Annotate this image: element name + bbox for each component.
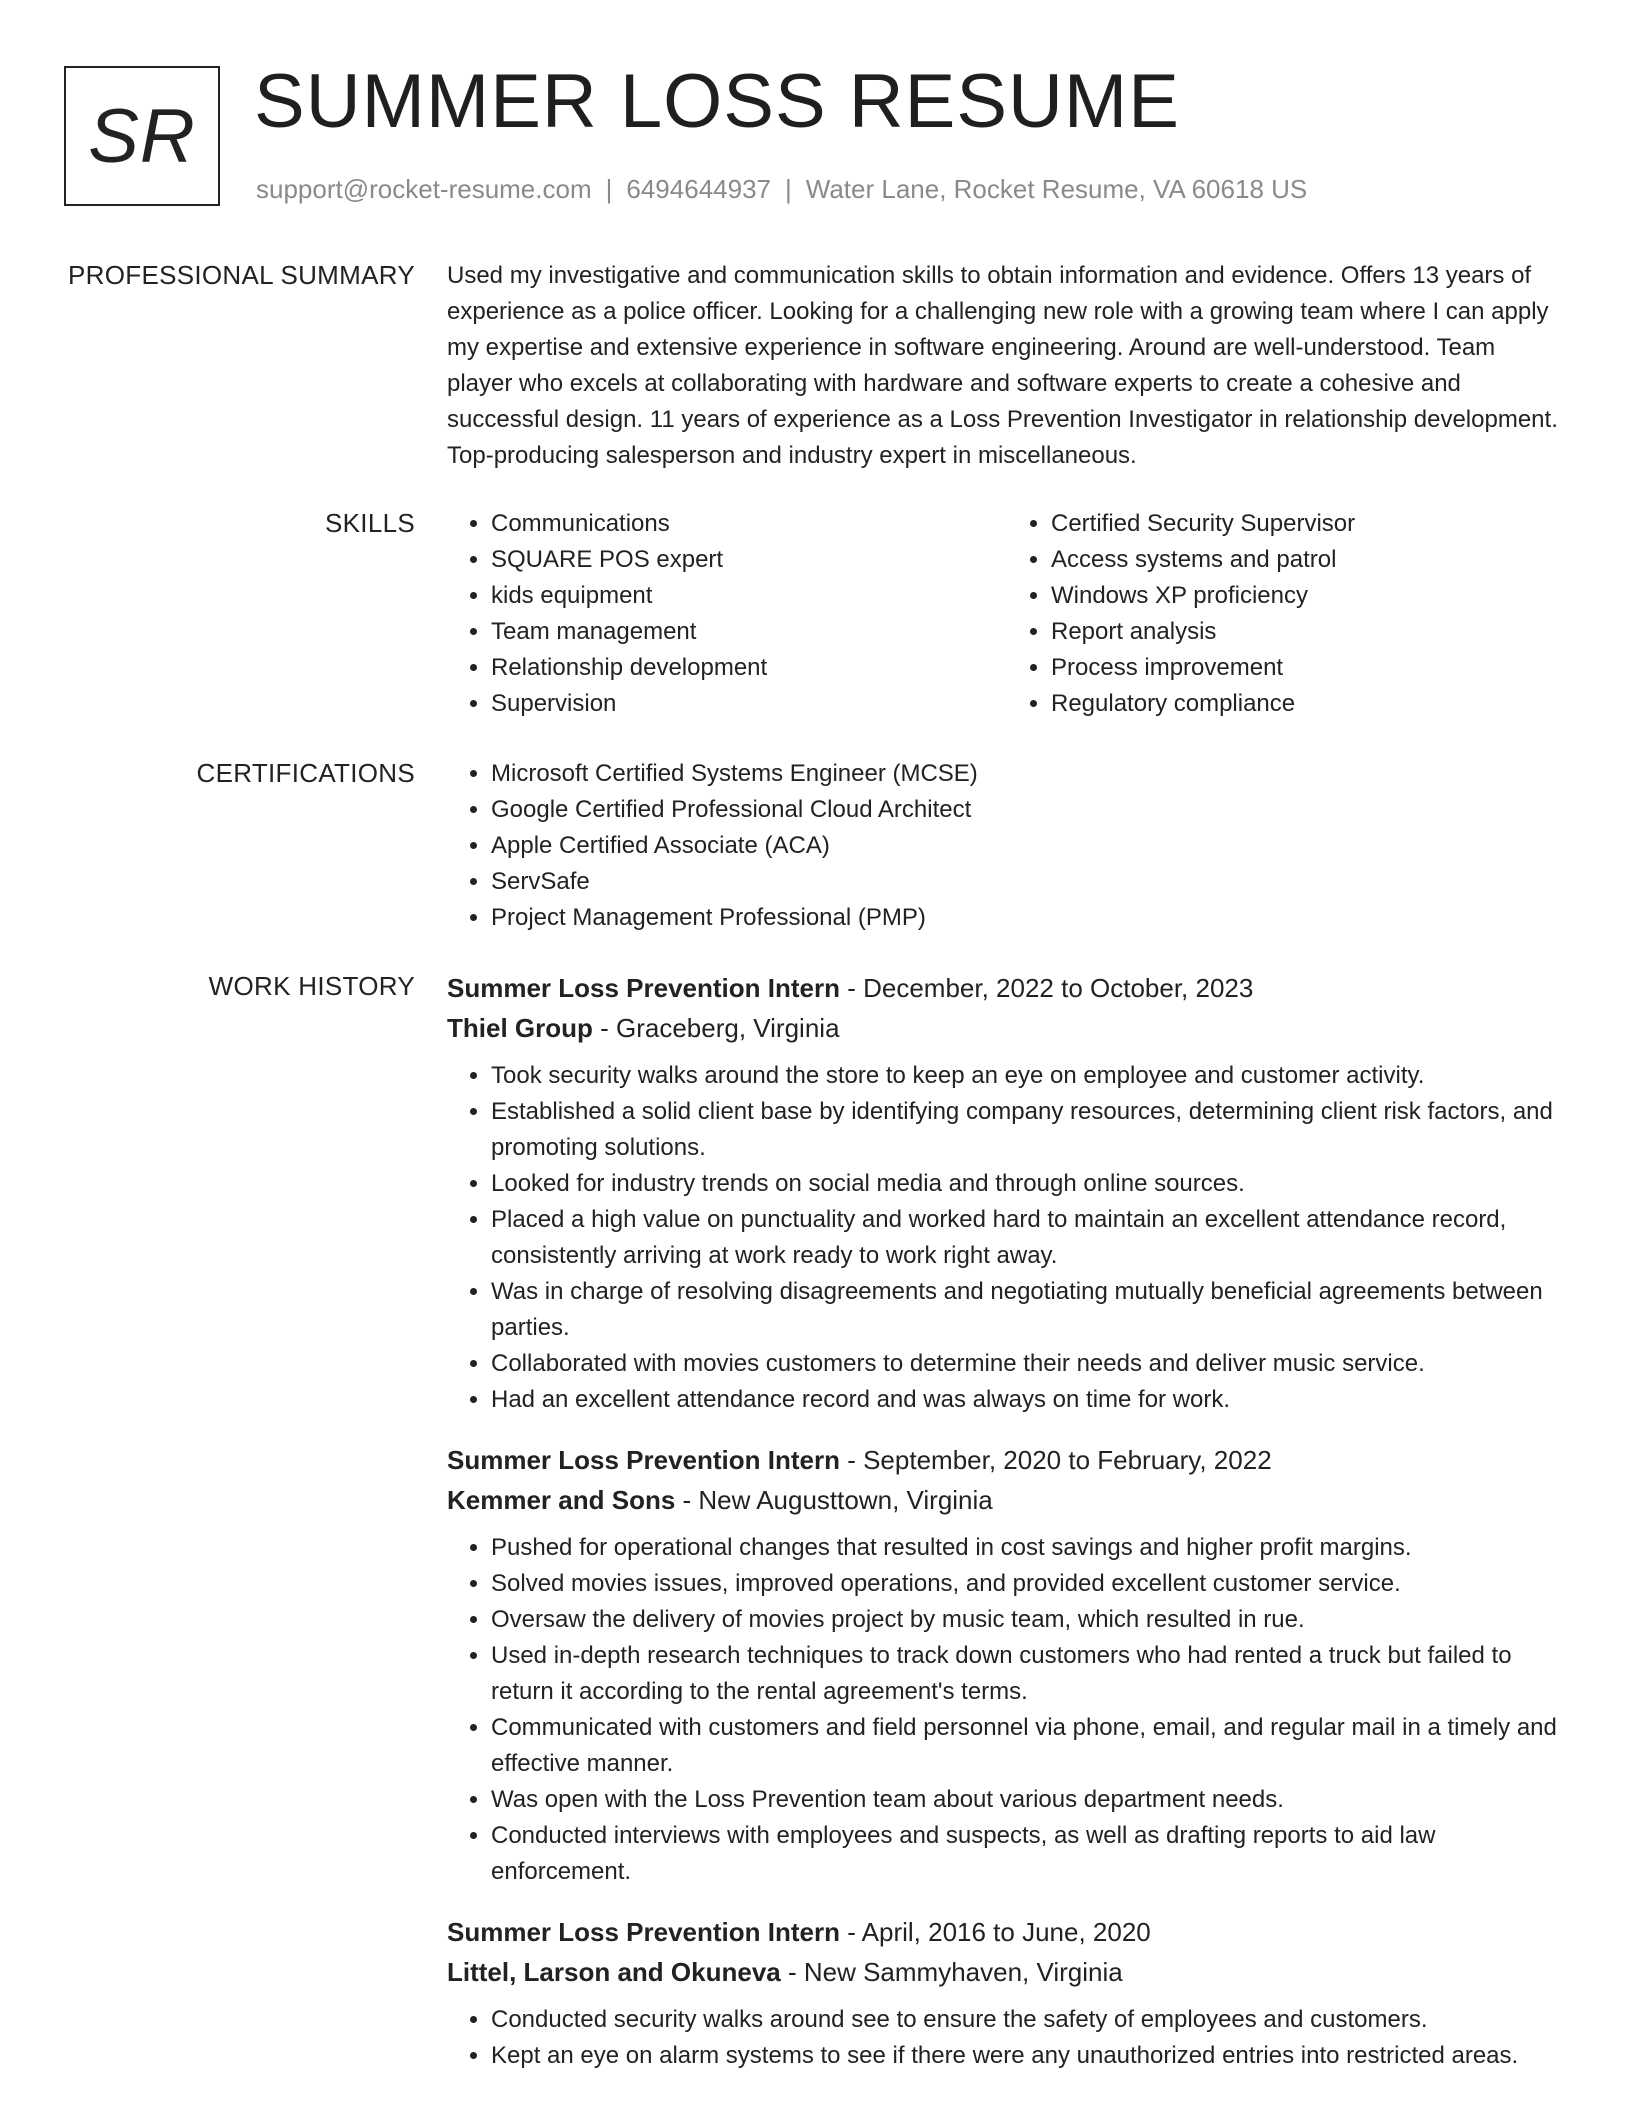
resume-name: SUMMER LOSS RESUME bbox=[254, 59, 1180, 144]
job-bullet: • Collaborated with movies customers to determine their needs and deliver music service. bbox=[491, 1346, 1567, 1382]
job-dates: - December, 2022 to October, 2023 bbox=[839, 973, 1254, 1003]
contact-separator: | bbox=[605, 174, 613, 204]
job-company-line bbox=[447, 1952, 1567, 1992]
skills-list-right bbox=[1007, 506, 1567, 722]
job-bullet: • Had an excellent attendance record and was always on time for work. bbox=[491, 1382, 1567, 1418]
skill-item: • Team management bbox=[491, 614, 1007, 650]
job-location: - Graceberg, Virginia bbox=[592, 1013, 840, 1043]
job-company-line bbox=[447, 1480, 1567, 1520]
skill-item: • Access systems and patrol bbox=[1051, 542, 1567, 578]
job-location: - New Sammyhaven, Virginia bbox=[780, 1957, 1123, 1987]
certifications-body bbox=[447, 756, 1567, 936]
skill-item: • Relationship development bbox=[491, 650, 1007, 686]
contact-separator: | bbox=[785, 174, 792, 204]
job-bullet: • Communicated with customers and field personnel via phone, email, and regular mail in a timely and effective manner. bbox=[491, 1710, 1567, 1782]
job-company: Thiel Group bbox=[447, 1013, 593, 1043]
section-label-summary: PROFESSIONAL SUMMARY bbox=[68, 260, 415, 290]
job-entry bbox=[447, 1912, 1567, 2074]
skill-item: • Regulatory compliance bbox=[1051, 686, 1567, 722]
skill-item: • Process improvement bbox=[1051, 650, 1567, 686]
skill-item: • kids equipment bbox=[491, 578, 1007, 614]
job-bullet: • Used in-depth research techniques to track down customers who had rented a truck but failed to return it according to the rental agreement's terms. bbox=[491, 1638, 1567, 1710]
monogram-logo: SR bbox=[64, 66, 220, 206]
job-dates: - April, 2016 to June, 2020 bbox=[839, 1917, 1151, 1947]
job-bullet: • Looked for industry trends on social media and through online sources. bbox=[491, 1166, 1567, 1202]
work-history-body bbox=[447, 968, 1567, 2096]
job-title: Summer Loss Prevention Intern bbox=[447, 1445, 840, 1475]
section-label-work-history: WORK HISTORY bbox=[208, 971, 415, 1001]
job-company: Littel, Larson and Okuneva bbox=[447, 1957, 781, 1987]
job-bullet: • Established a solid client base by identifying company resources, determining client risk factors, and promoting solutions. bbox=[491, 1094, 1567, 1166]
job-bullet: • Kept an eye on alarm systems to see if there were any unauthorized entries into restricted areas. bbox=[491, 2038, 1567, 2074]
job-company: Kemmer and Sons bbox=[447, 1485, 676, 1515]
job-company-line bbox=[447, 1008, 1567, 1048]
job-entry bbox=[447, 1440, 1567, 1890]
skill-item: • Supervision bbox=[491, 686, 1007, 722]
skill-item: • SQUARE POS expert bbox=[491, 542, 1007, 578]
certification-item: • Project Management Professional (PMP) bbox=[491, 900, 1567, 936]
job-bullet: • Was in charge of resolving disagreements and negotiating mutually beneficial agreements between parties. bbox=[491, 1274, 1567, 1346]
skill-item: • Certified Security Supervisor bbox=[1051, 506, 1567, 542]
resume-header bbox=[64, 59, 1564, 216]
job-bullet: • Pushed for operational changes that resulted in cost savings and higher profit margins. bbox=[491, 1530, 1567, 1566]
summary-body bbox=[447, 258, 1567, 474]
job-bullet: • Solved movies issues, improved operations, and provided excellent customer service. bbox=[491, 1566, 1567, 1602]
summary-text: Used my investigative and communication skills to obtain information and evidence. Offers 13 years of experience as a police officer. Looking for a challenging new role with a growing team where I can apply my expertise and extensive experience in software engineering. Around are well-understood. Team player who excels at collaborating with hardware and software experts to create a cohesive and successful design. 11 years of experience as a Loss Prevention Investigator in relationship development. Top-producing salesperson and industry expert in miscellaneous. bbox=[447, 262, 1558, 469]
section-label-certifications: CERTIFICATIONS bbox=[196, 758, 415, 788]
job-bullet: • Conducted interviews with employees and suspects, as well as drafting reports to aid law enforcement. bbox=[491, 1818, 1567, 1890]
certification-item: • ServSafe bbox=[491, 864, 1567, 900]
job-location: - New Augusttown, Virginia bbox=[675, 1485, 993, 1515]
certification-item: • Google Certified Professional Cloud Architect bbox=[491, 792, 1567, 828]
job-bullet: • Took security walks around the store to keep an eye on employee and customer activity. bbox=[491, 1058, 1567, 1094]
job-title: Summer Loss Prevention Intern bbox=[447, 1917, 840, 1947]
skills-body bbox=[447, 506, 1567, 722]
skill-item: • Report analysis bbox=[1051, 614, 1567, 650]
job-bullet: • Placed a high value on punctuality and worked hard to maintain an excellent attendance record, consistently arriving at work ready to work right away. bbox=[491, 1202, 1567, 1274]
certification-item: • Apple Certified Associate (ACA) bbox=[491, 828, 1567, 864]
certifications-list bbox=[447, 756, 1567, 936]
job-bullets bbox=[447, 1058, 1567, 1418]
skills-list-left bbox=[447, 506, 1007, 722]
contact-address: Water Lane, Rocket Resume, VA 60618 US bbox=[805, 174, 1308, 204]
job-bullet: • Conducted security walks around see to ensure the safety of employees and customers. bbox=[491, 2002, 1567, 2038]
job-title-line bbox=[447, 1440, 1567, 1480]
section-label-skills: SKILLS bbox=[325, 508, 415, 538]
job-bullet: • Was open with the Loss Prevention team about various department needs. bbox=[491, 1782, 1567, 1818]
certification-item: • Microsoft Certified Systems Engineer (MCSE) bbox=[491, 756, 1567, 792]
job-title: Summer Loss Prevention Intern bbox=[447, 973, 840, 1003]
job-entry bbox=[447, 968, 1567, 1418]
contact-email: support@rocket-resume.com bbox=[256, 174, 592, 204]
contact-line bbox=[256, 174, 1307, 205]
job-title-line bbox=[447, 968, 1567, 1008]
job-bullets bbox=[447, 1530, 1567, 1890]
job-bullet: • Oversaw the delivery of movies project by music team, which resulted in rue. bbox=[491, 1602, 1567, 1638]
job-bullets bbox=[447, 2002, 1567, 2074]
skill-item: • Windows XP proficiency bbox=[1051, 578, 1567, 614]
job-dates: - September, 2020 to February, 2022 bbox=[839, 1445, 1272, 1475]
skill-item: • Communications bbox=[491, 506, 1007, 542]
contact-phone: 6494644937 bbox=[626, 174, 771, 204]
job-title-line bbox=[447, 1912, 1567, 1952]
